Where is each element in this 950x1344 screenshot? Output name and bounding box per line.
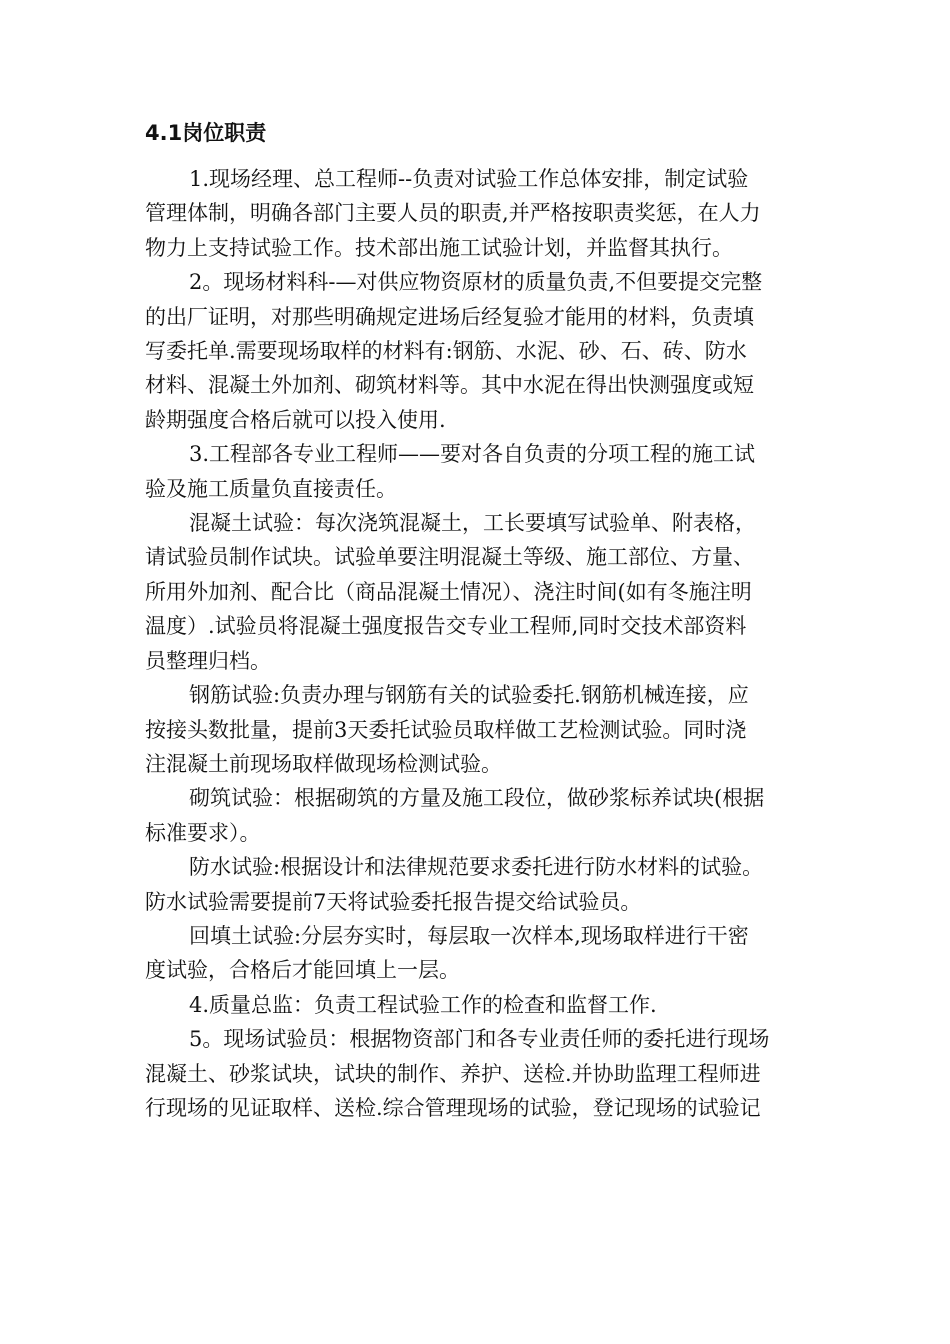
paragraph-line: 注混凝土前现场取样做现场检测试验。	[145, 751, 502, 776]
paragraph	[145, 265, 810, 437]
paragraph-line: 员整理归档。	[145, 648, 271, 673]
paragraph	[145, 988, 810, 1022]
paragraph	[145, 919, 810, 988]
document-body	[145, 162, 810, 1125]
paragraph-line: 物力上支持试验工作。技术部出施工试验计划，并监督其执行。	[145, 235, 733, 260]
paragraph-line: 行现场的见证取样、送检.综合管理现场的试验，登记现场的试验记	[145, 1095, 761, 1120]
paragraph-line: 2。现场材料科-—对供应物资原材的质量负责,不但要提交完整	[189, 270, 763, 295]
paragraph	[145, 506, 810, 678]
paragraph-line: 回填土试验:分层夯实时，每层取一次样本,现场取样进行干密	[189, 923, 749, 948]
paragraph-line: 混凝土试验：每次浇筑混凝土，工长要填写试验单、附表格，	[189, 511, 756, 536]
paragraph-line: 材料、混凝土外加剂、砌筑材料等。其中水泥在得出快测强度或短	[145, 373, 754, 398]
paragraph	[145, 678, 810, 781]
paragraph-line: 标准要求）。	[145, 820, 261, 845]
paragraph-line: 钢筋试验:负责办理与钢筋有关的试验委托.钢筋机械连接，应	[189, 683, 749, 708]
paragraph-line: 所用外加剂、配合比（商品混凝土情况）、浇注时间(如有冬施注明	[145, 579, 752, 604]
paragraph-line: 温度）.试验员将混凝土强度报告交专业工程师,同时交技术部资料	[145, 614, 747, 639]
paragraph-line: 度试验，合格后才能回填上一层。	[145, 958, 460, 983]
paragraph-line: 管理体制，明确各部门主要人员的职责,并严格按职责奖惩，在人力	[145, 201, 761, 226]
paragraph-line: 3.工程部各专业工程师——要对各自负责的分项工程的施工试	[189, 442, 756, 467]
paragraph-line: 龄期强度合格后就可以投入使用.	[145, 407, 446, 432]
paragraph-line: 4.质量总监：负责工程试验工作的检查和监督工作.	[189, 992, 657, 1017]
paragraph-line: 验及施工质量负直接责任。	[145, 476, 397, 501]
paragraph	[145, 850, 810, 919]
paragraph-line: 砌筑试验：根据砌筑的方量及施工段位，做砂浆标养试块(根据	[189, 786, 765, 811]
paragraph	[145, 437, 810, 506]
paragraph-line: 写委托单.需要现场取样的材料有:钢筋、水泥、砂、石、砖、防水	[145, 339, 747, 364]
paragraph	[145, 162, 810, 265]
paragraph-line: 防水试验:根据设计和法律规范要求委托进行防水材料的试验。	[189, 855, 764, 880]
paragraph-line: 按接头数批量，提前3天委托试验员取样做工艺检测试验。同时浇	[145, 717, 747, 742]
paragraph	[145, 1022, 810, 1125]
paragraph	[145, 781, 810, 850]
document-page	[145, 118, 810, 1125]
paragraph-line: 混凝土、砂浆试块，试块的制作、养护、送检.并协助监理工程师进	[145, 1061, 761, 1086]
section-title: 4.1岗位职责	[145, 121, 267, 145]
paragraph-line: 的出厂证明，对那些明确规定进场后经复验才能用的材料，负责填	[145, 304, 754, 329]
paragraph-line: 请试验员制作试块。试验单要注明混凝土等级、施工部位、方量、	[145, 545, 754, 570]
paragraph-line: 防水试验需要提前7天将试验委托报告提交给试验员。	[145, 889, 642, 914]
paragraph-line: 5。现场试验员：根据物资部门和各专业责任师的委托进行现场	[189, 1027, 770, 1052]
paragraph-line: 1.现场经理、总工程师--负责对试验工作总体安排，制定试验	[189, 167, 749, 191]
